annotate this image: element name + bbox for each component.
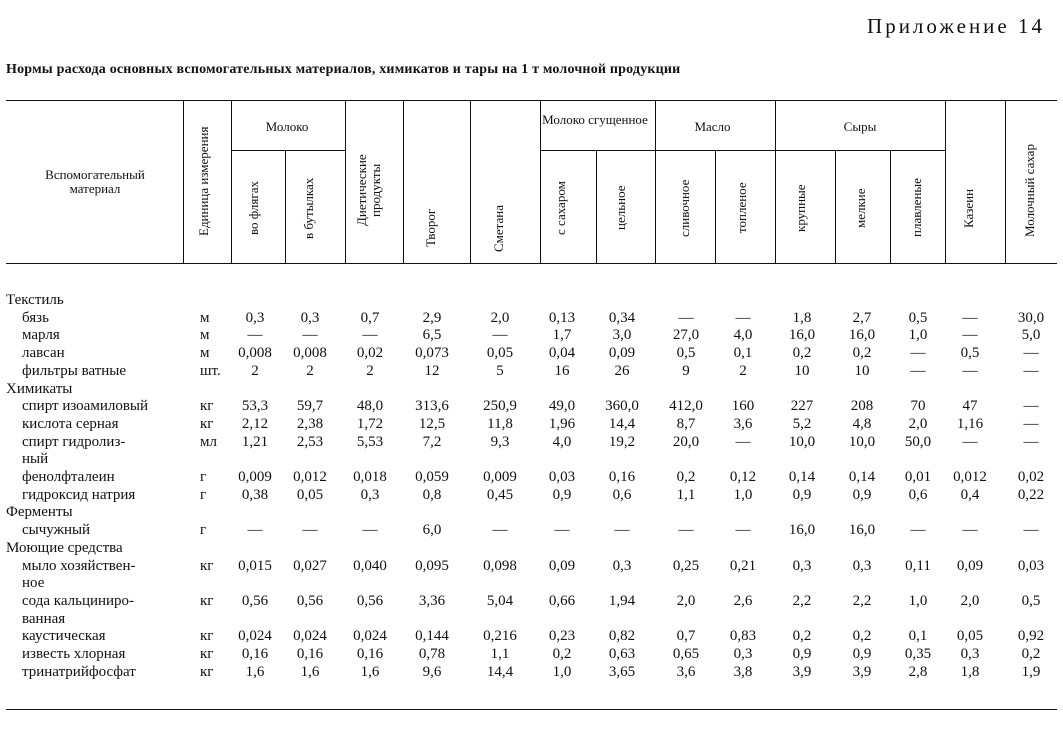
- value-cell: 1,8: [792, 309, 812, 326]
- unit-cell: г: [200, 522, 207, 539]
- value-cell: 0,02: [356, 345, 384, 362]
- value-cell: 0,7: [360, 309, 380, 326]
- value-cell: 0,92: [1017, 628, 1045, 645]
- row-label: фильтры ватные: [22, 362, 127, 379]
- header-column-rule: [890, 150, 891, 263]
- column-header: мелкие: [853, 188, 868, 228]
- header-group-rule: [655, 150, 775, 151]
- header-column-rule: [1005, 100, 1006, 263]
- value-cell: —: [614, 522, 630, 539]
- column-header: Сметана: [491, 204, 506, 252]
- value-cell: 0,56: [241, 592, 269, 609]
- value-cell: 3,8: [733, 663, 753, 680]
- value-cell: —: [1023, 433, 1039, 450]
- value-cell: 0,3: [792, 557, 812, 574]
- row-label: марля: [22, 327, 60, 344]
- value-cell: 9,6: [422, 663, 442, 680]
- value-cell: 0,04: [548, 345, 576, 362]
- unit-cell: кг: [200, 415, 214, 432]
- value-cell: 0,9: [552, 486, 572, 503]
- unit-cell: кг: [200, 557, 214, 574]
- value-cell: 0,9: [792, 486, 812, 503]
- row-label: ванная: [22, 610, 66, 627]
- column-header: топленое: [734, 182, 749, 234]
- value-cell: 5,0: [1021, 327, 1041, 344]
- header-group-milk: Молоко: [265, 119, 309, 134]
- value-cell: 2,7: [852, 309, 872, 326]
- row-label: гидроксид натрия: [22, 486, 136, 503]
- value-cell: —: [735, 522, 751, 539]
- row-label: тринатрийфосфат: [22, 663, 136, 680]
- value-cell: 0,3: [360, 486, 380, 503]
- value-cell: 1,0: [552, 663, 572, 680]
- value-cell: —: [678, 309, 694, 326]
- value-cell: 0,2: [792, 345, 812, 362]
- value-cell: 0,027: [293, 557, 327, 574]
- value-cell: 0,78: [418, 646, 446, 662]
- value-cell: —: [302, 327, 318, 344]
- value-cell: 2: [366, 362, 374, 379]
- value-cell: —: [1023, 398, 1039, 415]
- value-cell: 160: [731, 398, 755, 415]
- value-cell: 53,3: [241, 398, 269, 415]
- value-cell: 12: [424, 362, 440, 379]
- value-cell: 20,0: [672, 433, 700, 450]
- value-cell: 7,2: [422, 433, 442, 450]
- value-cell: 49,0: [548, 398, 576, 415]
- value-cell: 0,11: [905, 557, 931, 574]
- value-cell: 0,216: [483, 628, 517, 645]
- value-cell: 2: [739, 362, 747, 379]
- header-column-rule: [945, 100, 946, 263]
- value-cell: —: [910, 522, 926, 539]
- value-cell: 0,2: [1021, 646, 1041, 662]
- column-header: в бутылках: [301, 177, 316, 239]
- value-cell: 10,0: [848, 433, 876, 450]
- unit-cell: кг: [200, 398, 214, 415]
- value-cell: 0,024: [293, 628, 327, 645]
- value-cell: 0,015: [238, 557, 272, 574]
- value-cell: 0,16: [608, 469, 636, 485]
- value-cell: 0,009: [483, 469, 517, 485]
- column-header: с сахаром: [553, 181, 568, 235]
- value-cell: —: [962, 433, 978, 450]
- unit-cell: м: [200, 327, 210, 344]
- value-cell: 0,21: [729, 557, 757, 574]
- value-cell: 0,1: [908, 628, 928, 645]
- column-header: крупные: [793, 184, 808, 232]
- value-cell: 2,2: [792, 592, 812, 609]
- unit-cell: м: [200, 345, 210, 362]
- value-cell: 4,0: [552, 433, 572, 450]
- value-cell: 0,040: [353, 557, 387, 574]
- value-cell: 0,09: [608, 345, 636, 362]
- value-cell: 360,0: [605, 398, 639, 415]
- value-cell: 6,0: [422, 522, 442, 539]
- value-cell: 2,6: [733, 592, 753, 609]
- header-column-rule: [470, 100, 471, 263]
- value-cell: 1,16: [956, 415, 984, 432]
- value-cell: 0,5: [908, 309, 928, 326]
- row-label: спирт гидролиз-: [22, 433, 126, 450]
- row-label: спирт изоамиловый: [22, 398, 149, 415]
- header-column-rule: [655, 100, 656, 263]
- column-header: Казеин: [961, 188, 976, 228]
- value-cell: 0,3: [300, 309, 320, 326]
- value-cell: 9,3: [490, 433, 510, 450]
- value-cell: 208: [850, 398, 874, 415]
- header-group-rule: [231, 150, 345, 151]
- value-cell: 50,0: [904, 433, 932, 450]
- category-label: Ферменты: [6, 504, 73, 521]
- header-column-rule: [285, 150, 286, 263]
- unit-cell: шт.: [200, 362, 221, 379]
- value-cell: 9: [682, 362, 690, 379]
- value-cell: 2,9: [422, 309, 442, 326]
- header-group-rule: [540, 150, 655, 151]
- value-cell: 0,05: [486, 345, 514, 362]
- value-cell: 26: [614, 362, 630, 379]
- value-cell: 0,009: [238, 469, 272, 485]
- value-cell: 16,0: [788, 327, 816, 344]
- header-column-rule: [403, 100, 404, 263]
- value-cell: 0,3: [852, 557, 872, 574]
- value-cell: 10,0: [788, 433, 816, 450]
- value-cell: 0,83: [729, 628, 757, 645]
- value-cell: 6,5: [422, 327, 442, 344]
- value-cell: 1,0: [908, 592, 928, 609]
- row-label: лавсан: [22, 345, 65, 362]
- value-cell: 4,8: [852, 415, 872, 432]
- value-cell: 0,16: [296, 646, 324, 662]
- value-cell: 16: [554, 362, 570, 379]
- unit-cell: мл: [200, 433, 217, 450]
- value-cell: —: [1023, 362, 1039, 379]
- value-cell: 0,9: [852, 486, 872, 503]
- header-group-condensed: Молоко сгущенное: [542, 112, 648, 127]
- value-cell: 3,36: [418, 592, 446, 609]
- row-label: ное: [22, 575, 45, 592]
- unit-cell: м: [200, 309, 210, 326]
- table-bottom-rule: [6, 709, 1057, 710]
- value-cell: 30,0: [1017, 309, 1045, 326]
- value-cell: 1,72: [356, 415, 384, 432]
- value-cell: 0,4: [960, 486, 980, 503]
- value-cell: 2,2: [852, 592, 872, 609]
- value-cell: 19,2: [608, 433, 636, 450]
- value-cell: 0,024: [353, 628, 387, 645]
- value-cell: —: [735, 433, 751, 450]
- value-cell: 5,04: [486, 592, 514, 609]
- value-cell: 0,23: [548, 628, 576, 645]
- value-cell: 16,0: [788, 522, 816, 539]
- value-cell: 2,12: [241, 415, 269, 432]
- value-cell: 2: [306, 362, 314, 379]
- value-cell: 0,14: [848, 469, 876, 485]
- header-bottom-rule: [6, 263, 1057, 264]
- value-cell: 47: [962, 398, 978, 415]
- header-column-rule: [596, 150, 597, 263]
- value-cell: 1,9: [1021, 663, 1041, 680]
- value-cell: 1,1: [676, 486, 696, 503]
- value-cell: 0,38: [241, 486, 269, 503]
- value-cell: 3,0: [612, 327, 632, 344]
- value-cell: 0,09: [548, 557, 576, 574]
- value-cell: 3,6: [733, 415, 753, 432]
- value-cell: 313,6: [415, 398, 449, 415]
- header-column-rule: [775, 100, 776, 263]
- value-cell: 0,14: [788, 469, 816, 485]
- value-cell: 0,5: [960, 345, 980, 362]
- value-cell: 1,7: [552, 327, 572, 344]
- value-cell: 0,2: [852, 345, 872, 362]
- value-cell: 0,2: [676, 469, 696, 485]
- value-cell: 16,0: [848, 522, 876, 539]
- value-cell: —: [492, 327, 508, 344]
- column-header: Диетические продукты: [354, 154, 383, 227]
- value-cell: 0,82: [608, 628, 636, 645]
- value-cell: 0,008: [238, 345, 272, 362]
- unit-cell: кг: [200, 646, 214, 662]
- value-cell: 2,53: [296, 433, 324, 450]
- column-header: плавленые: [909, 178, 924, 238]
- unit-cell: кг: [200, 592, 214, 609]
- value-cell: 0,05: [956, 628, 984, 645]
- row-label: известь хлорная: [22, 646, 126, 662]
- value-cell: 5: [496, 362, 504, 379]
- value-cell: 0,16: [356, 646, 384, 662]
- value-cell: 1,8: [960, 663, 980, 680]
- value-cell: 227: [790, 398, 814, 415]
- row-label: сода кальциниро-: [22, 592, 135, 609]
- value-cell: 12,5: [418, 415, 446, 432]
- value-cell: —: [247, 327, 263, 344]
- value-cell: 0,22: [1017, 486, 1045, 503]
- header-group-cheese: Сыры: [843, 119, 877, 134]
- value-cell: 1,6: [300, 663, 320, 680]
- value-cell: —: [247, 522, 263, 539]
- row-label: бязь: [22, 309, 49, 326]
- value-cell: —: [962, 362, 978, 379]
- value-cell: 16,0: [848, 327, 876, 344]
- value-cell: 0,2: [792, 628, 812, 645]
- value-cell: —: [910, 362, 926, 379]
- value-cell: 27,0: [672, 327, 700, 344]
- value-cell: —: [962, 327, 978, 344]
- value-cell: 0,5: [676, 345, 696, 362]
- value-cell: —: [362, 327, 378, 344]
- column-header: Творог: [423, 208, 438, 248]
- appendix-label: Приложение 14: [867, 14, 1045, 38]
- value-cell: 0,13: [548, 309, 576, 326]
- value-cell: 1,21: [241, 433, 269, 450]
- value-cell: 2,0: [960, 592, 980, 609]
- value-cell: —: [362, 522, 378, 539]
- category-label: Моющие средства: [6, 539, 123, 556]
- value-cell: 1,6: [360, 663, 380, 680]
- row-label: сычужный: [22, 522, 91, 539]
- unit-cell: г: [200, 486, 207, 503]
- value-cell: 0,03: [548, 469, 576, 485]
- value-cell: 0,5: [1021, 592, 1041, 609]
- value-cell: —: [492, 522, 508, 539]
- category-label: Текстиль: [6, 292, 64, 308]
- value-cell: 0,45: [486, 486, 514, 503]
- value-cell: 0,35: [904, 646, 932, 662]
- header-column-rule: [231, 100, 232, 263]
- value-cell: 0,02: [1017, 469, 1045, 485]
- value-cell: 14,4: [608, 415, 636, 432]
- value-cell: 2,0: [908, 415, 928, 432]
- value-cell: —: [962, 309, 978, 326]
- value-cell: 2,38: [296, 415, 324, 432]
- value-cell: 0,3: [733, 646, 753, 662]
- value-cell: 10: [854, 362, 870, 379]
- unit-cell: кг: [200, 663, 214, 680]
- value-cell: 4,0: [733, 327, 753, 344]
- value-cell: 0,3: [245, 309, 265, 326]
- header-top-rule: [6, 100, 1057, 101]
- value-cell: 0,03: [1017, 557, 1045, 574]
- value-cell: 0,144: [415, 628, 449, 645]
- header-group-butter: Масло: [694, 119, 731, 134]
- value-cell: 0,095: [415, 557, 449, 574]
- row-label: мыло хозяйствен-: [22, 557, 136, 574]
- value-cell: —: [302, 522, 318, 539]
- header-material: Вспомогательный материал: [45, 167, 145, 196]
- value-cell: 0,7: [676, 628, 696, 645]
- value-cell: —: [735, 309, 751, 326]
- value-cell: 48,0: [356, 398, 384, 415]
- header-column-rule: [540, 100, 541, 263]
- value-cell: —: [1023, 522, 1039, 539]
- value-cell: 1,0: [733, 486, 753, 503]
- value-cell: 0,2: [852, 628, 872, 645]
- value-cell: 0,073: [415, 345, 449, 362]
- value-cell: 10: [794, 362, 810, 379]
- unit-cell: кг: [200, 628, 214, 645]
- value-cell: 0,09: [956, 557, 984, 574]
- value-cell: 2: [251, 362, 259, 379]
- header-group-rule: [775, 150, 945, 151]
- value-cell: 0,66: [548, 592, 576, 609]
- value-cell: 0,25: [672, 557, 700, 574]
- value-cell: 0,008: [293, 345, 327, 362]
- value-cell: 3,9: [792, 663, 812, 680]
- value-cell: 0,098: [483, 557, 517, 574]
- value-cell: 0,8: [422, 486, 442, 503]
- value-cell: 0,024: [238, 628, 272, 645]
- value-cell: 1,94: [608, 592, 636, 609]
- value-cell: 0,1: [733, 345, 753, 362]
- value-cell: 0,012: [293, 469, 327, 485]
- column-header: Молочный сахар: [1022, 144, 1037, 237]
- table-title: Нормы расхода основных вспомогательных материалов, химикатов и тары на 1 т молочной продукции: [6, 62, 681, 77]
- row-label: фенолфталеин: [22, 469, 115, 485]
- value-cell: 11,8: [487, 415, 513, 432]
- value-cell: 2,0: [676, 592, 696, 609]
- value-cell: 0,9: [792, 646, 812, 662]
- value-cell: 0,9: [852, 646, 872, 662]
- value-cell: 0,34: [608, 309, 636, 326]
- value-cell: 3,65: [608, 663, 636, 680]
- value-cell: —: [962, 522, 978, 539]
- header-unit: Единица измерения: [196, 126, 211, 236]
- row-label: каустическая: [22, 628, 106, 645]
- column-header: цельное: [613, 185, 628, 231]
- value-cell: 0,018: [353, 469, 387, 485]
- value-cell: 0,01: [904, 469, 932, 485]
- row-label: кислота серная: [22, 415, 119, 432]
- value-cell: 0,6: [908, 486, 928, 503]
- value-cell: 2,0: [490, 309, 510, 326]
- value-cell: 0,3: [612, 557, 632, 574]
- value-cell: 0,012: [953, 469, 987, 485]
- value-cell: 59,7: [296, 398, 324, 415]
- value-cell: 1,0: [908, 327, 928, 344]
- value-cell: 250,9: [483, 398, 517, 415]
- value-cell: 0,3: [960, 646, 980, 662]
- header-column-rule: [715, 150, 716, 263]
- value-cell: 0,56: [356, 592, 384, 609]
- header-column-rule: [183, 100, 184, 263]
- value-cell: 5,53: [356, 433, 384, 450]
- value-cell: —: [1023, 415, 1039, 432]
- header-column-rule: [345, 100, 346, 263]
- value-cell: 0,2: [552, 646, 572, 662]
- value-cell: 1,96: [548, 415, 576, 432]
- value-cell: 0,059: [415, 469, 449, 485]
- value-cell: 2,8: [908, 663, 928, 680]
- row-label: ный: [22, 451, 49, 468]
- value-cell: —: [554, 522, 570, 539]
- column-header: во флягах: [246, 181, 261, 235]
- value-cell: 0,56: [296, 592, 324, 609]
- value-cell: 1,6: [245, 663, 265, 680]
- header-column-rule: [835, 150, 836, 263]
- unit-cell: г: [200, 469, 207, 485]
- value-cell: 3,6: [676, 663, 696, 680]
- value-cell: 0,05: [296, 486, 324, 503]
- value-cell: 412,0: [669, 398, 703, 415]
- value-cell: —: [1023, 345, 1039, 362]
- value-cell: 70: [910, 398, 926, 415]
- value-cell: 14,4: [486, 663, 514, 680]
- value-cell: —: [910, 345, 926, 362]
- value-cell: 0,16: [241, 646, 269, 662]
- value-cell: 0,6: [612, 486, 632, 503]
- value-cell: 1,1: [490, 646, 510, 662]
- value-cell: 8,7: [676, 415, 696, 432]
- value-cell: 3,9: [852, 663, 872, 680]
- value-cell: 5,2: [792, 415, 812, 432]
- value-cell: 0,12: [729, 469, 757, 485]
- category-label: Химикаты: [6, 380, 73, 397]
- value-cell: 0,65: [672, 646, 700, 662]
- value-cell: 0,63: [608, 646, 636, 662]
- column-header: сливочное: [677, 179, 692, 237]
- value-cell: —: [678, 522, 694, 539]
